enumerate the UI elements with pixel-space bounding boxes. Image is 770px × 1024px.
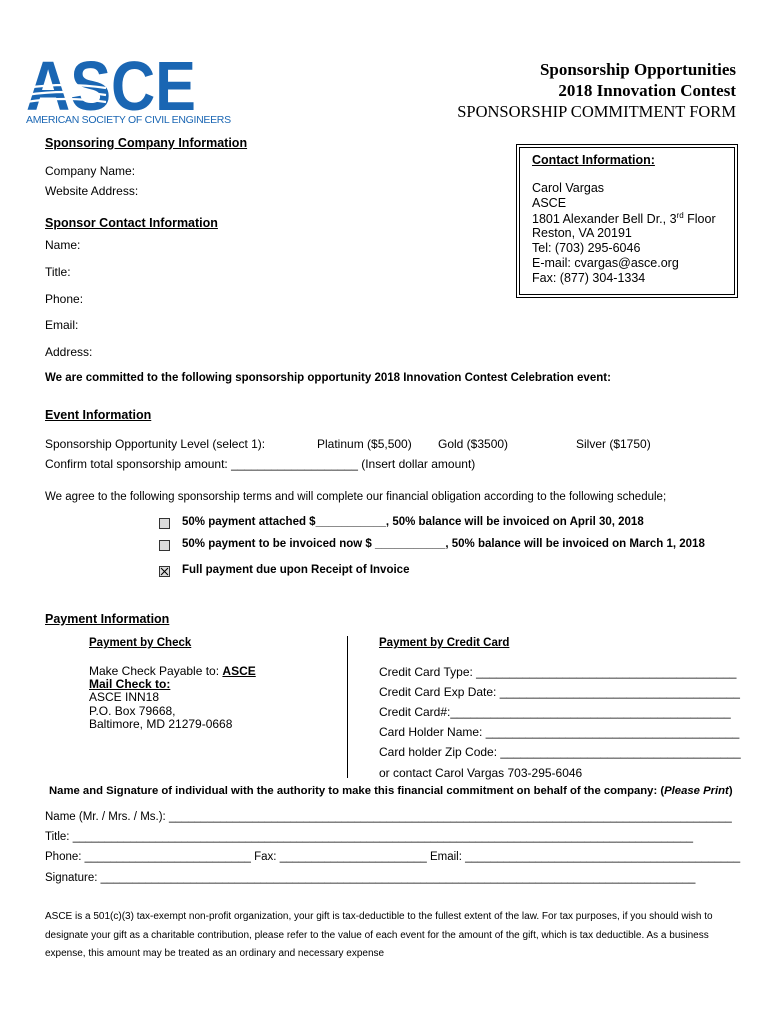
mail-address-2: P.O. Box 79668, bbox=[89, 704, 176, 718]
payment-divider bbox=[347, 636, 348, 778]
footer-line-1: ASCE is a 501(c)(3) tax-exempt non-profit organization, your gift is tax-deductible to the fullest extent of the law. For tax purposes, if you should wish to bbox=[45, 911, 713, 922]
option1-checkbox[interactable] bbox=[159, 518, 170, 529]
contact-box-city: Reston, VA 20191 bbox=[532, 226, 632, 240]
website-label: Website Address: bbox=[45, 184, 139, 198]
footer-line-2: designate your gift as a charitable contribution, please refer to the value of each event for the amount of the gift, which is tax deductible. As a business bbox=[45, 930, 709, 941]
contact-box-street: 1801 Alexander Bell Dr., 3rd Floor bbox=[532, 211, 716, 227]
card-contact-note: or contact Carol Vargas 703-295-6046 bbox=[379, 766, 583, 780]
mail-address-3: Baltimore, MD 21279-0668 bbox=[89, 717, 233, 731]
contact-box-fax: Fax: (877) 304-1334 bbox=[532, 271, 646, 285]
name-label: Name: bbox=[45, 238, 81, 252]
signatory-title-field[interactable]: Title: _________________________________________________________________________________________________ bbox=[45, 831, 694, 843]
contact-info-box bbox=[519, 147, 735, 295]
event-heading: Event Information bbox=[45, 408, 152, 422]
gold-option[interactable]: Gold ($3500) bbox=[438, 437, 509, 451]
contact-box-org: ASCE bbox=[532, 196, 567, 210]
confirm-amount-line[interactable]: Confirm total sponsorship amount: ___________________ (Insert dollar amount) bbox=[45, 457, 476, 471]
sponsorship-level-label: Sponsorship Opportunity Level (select 1): bbox=[45, 437, 266, 451]
signature-heading: Name and Signature of individual with the authority to make this financial commitment on behalf of the company: (Please Print) bbox=[49, 785, 733, 797]
logo-wordmark: ASCE bbox=[26, 54, 196, 114]
contact-box-heading: Contact Information: bbox=[532, 153, 655, 167]
header-title-1: Sponsorship Opportunities bbox=[539, 60, 736, 79]
signatory-name-field[interactable]: Name (Mr. / Mrs. / Ms.): ________________________________________________________________________________________ bbox=[45, 811, 732, 823]
card-zip-field[interactable]: Card holder Zip Code: ____________________________________ bbox=[379, 745, 741, 759]
address-label: Address: bbox=[45, 345, 93, 359]
signatory-phone-fax-email-field[interactable]: Phone: __________________________ Fax: _______________________ Email: ___________________________________________ bbox=[45, 851, 741, 863]
payment-heading: Payment Information bbox=[45, 612, 170, 626]
footer-line-3: expense, this amount may be treated as an ordinary and necessary expense bbox=[45, 948, 385, 959]
logo-subtitle: AMERICAN SOCIETY OF CIVIL ENGINEERS bbox=[26, 114, 231, 126]
contact-box-tel: Tel: (703) 295-6046 bbox=[532, 241, 641, 255]
company-heading: Sponsoring Company Information bbox=[45, 136, 248, 150]
commitment-statement: We are committed to the following sponsorship opportunity 2018 Innovation Contest Celebration event: bbox=[45, 372, 611, 384]
title-label: Title: bbox=[45, 265, 71, 279]
mail-check-label: Mail Check to: bbox=[89, 677, 171, 691]
platinum-option[interactable]: Platinum ($5,500) bbox=[317, 437, 412, 451]
signature-field[interactable]: Signature: _____________________________________________________________________________________________ bbox=[45, 872, 696, 884]
option2-checkbox[interactable] bbox=[159, 540, 170, 551]
card-exp-field[interactable]: Credit Card Exp Date: ____________________________________ bbox=[379, 685, 740, 699]
check-heading: Payment by Check bbox=[89, 637, 192, 649]
checked-x-icon bbox=[160, 567, 169, 576]
card-holder-field[interactable]: Card Holder Name: ______________________________________ bbox=[379, 725, 740, 739]
asce-logo bbox=[26, 54, 198, 114]
header-title-3: SPONSORSHIP COMMITMENT FORM bbox=[457, 102, 736, 121]
card-type-field[interactable]: Credit Card Type: _______________________________________ bbox=[379, 665, 737, 679]
header-title-2: 2018 Innovation Contest bbox=[558, 81, 736, 100]
check-payable: Make Check Payable to: ASCE bbox=[89, 664, 256, 678]
option2-label: 50% payment to be invoiced now $ ___________, 50% balance will be invoiced on March 1, 2018 bbox=[182, 538, 705, 550]
option3-checkbox[interactable] bbox=[159, 566, 170, 577]
sponsor-contact-heading: Sponsor Contact Information bbox=[45, 216, 218, 230]
company-name-label: Company Name: bbox=[45, 164, 136, 178]
silver-option[interactable]: Silver ($1750) bbox=[576, 437, 651, 451]
option3-label: Full payment due upon Receipt of Invoice bbox=[182, 564, 410, 576]
contact-box-email: E-mail: cvargas@asce.org bbox=[532, 256, 679, 270]
card-heading: Payment by Credit Card bbox=[379, 637, 510, 649]
terms-intro: We agree to the following sponsorship terms and will complete our financial obligation according to the following schedule; bbox=[45, 491, 667, 503]
mail-address-1: ASCE INN18 bbox=[89, 690, 160, 704]
email-label: Email: bbox=[45, 318, 79, 332]
card-number-field[interactable]: Credit Card#:__________________________________________ bbox=[379, 705, 731, 719]
option1-label: 50% payment attached $___________, 50% balance will be invoiced on April 30, 2018 bbox=[182, 516, 644, 528]
phone-label: Phone: bbox=[45, 292, 84, 306]
contact-box-name: Carol Vargas bbox=[532, 181, 605, 195]
